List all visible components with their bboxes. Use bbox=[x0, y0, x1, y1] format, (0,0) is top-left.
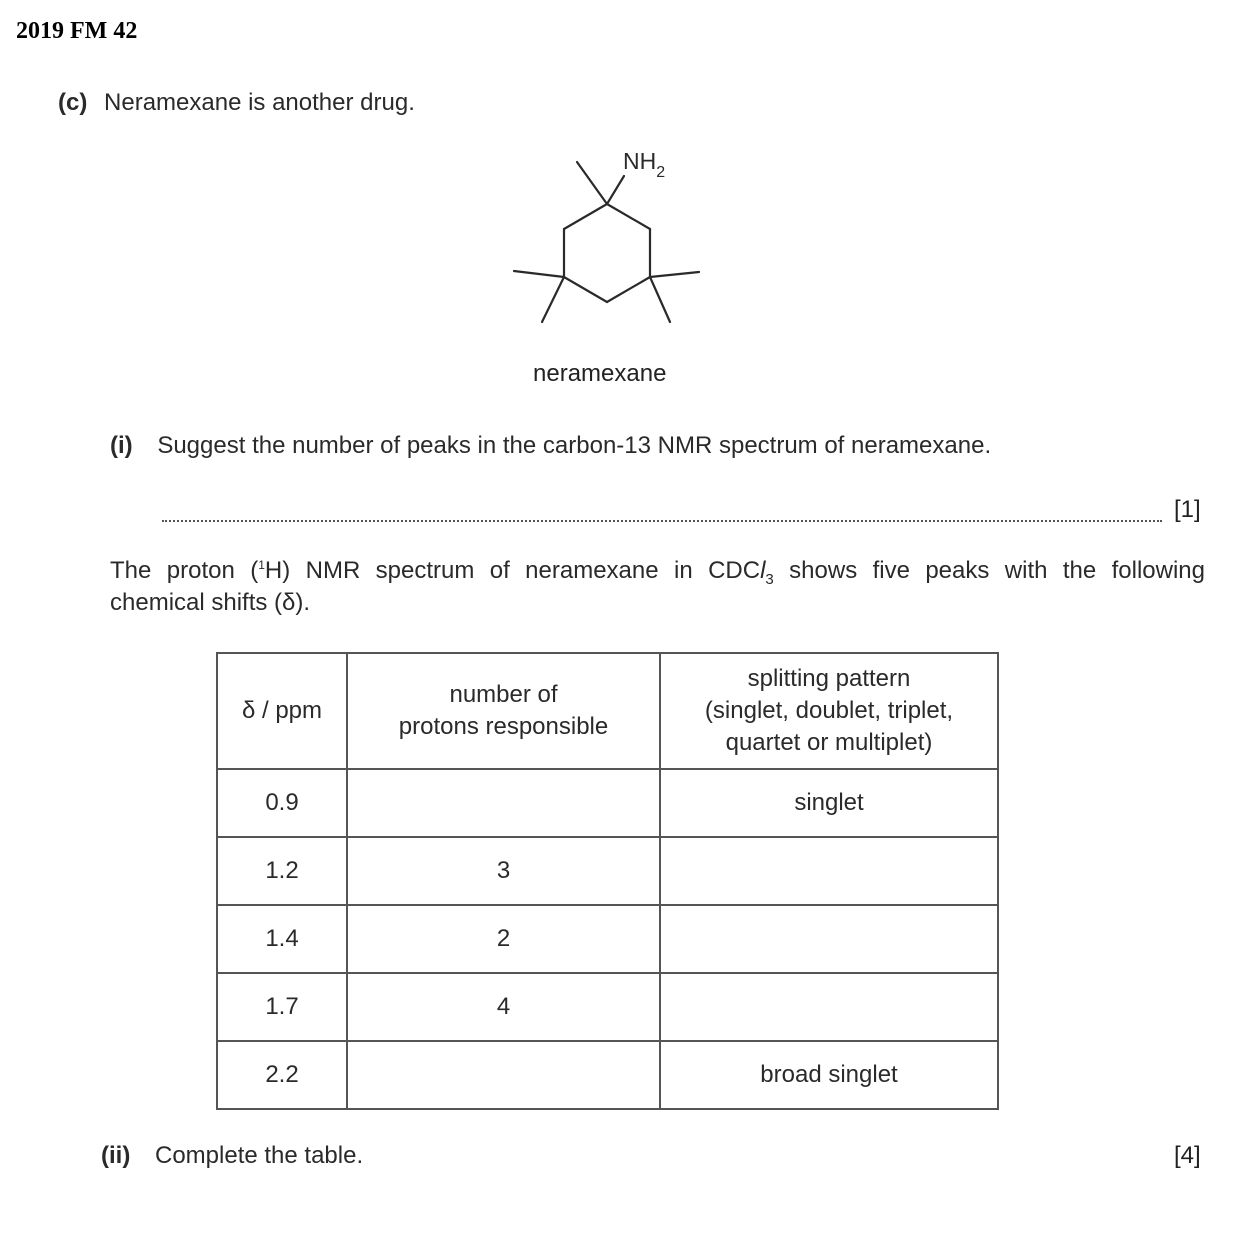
amine-label: $NH_2$ bbox=[623, 148, 666, 181]
part-c-text: Neramexane is another drug. bbox=[104, 89, 415, 116]
cell-splitting: broad singlet bbox=[660, 1041, 998, 1109]
table-row bbox=[217, 837, 998, 905]
ring-bond bbox=[564, 204, 607, 229]
table-row bbox=[217, 769, 998, 837]
header-splitting: splitting pattern (singlet, doublet, triplet, quartet or multiplet) bbox=[660, 653, 998, 769]
cell-shift: 1.2 bbox=[217, 837, 347, 905]
cell-splitting[interactable] bbox=[660, 837, 998, 905]
methyl-bond bbox=[577, 162, 607, 204]
part-i-marks: [1] bbox=[1174, 496, 1201, 523]
cell-splitting[interactable] bbox=[660, 905, 998, 973]
cell-protons[interactable] bbox=[347, 769, 660, 837]
part-c-label: (c) bbox=[58, 89, 88, 116]
part-i-label: (i) bbox=[110, 432, 133, 459]
table-row bbox=[217, 1041, 998, 1109]
intro-line-1: The proton ($^1$H) NMR spectrum of neramexane in CDCl$_3$ shows five peaks with the following bbox=[110, 557, 1206, 588]
page-header: 2019 FM 42 bbox=[16, 18, 138, 44]
part-i bbox=[110, 432, 991, 460]
part-i-text: Suggest the number of peaks in the carbon-13 NMR spectrum of neramexane. bbox=[157, 432, 992, 459]
molecule-caption: neramexane bbox=[533, 360, 667, 387]
ring-bond bbox=[607, 277, 650, 302]
ring-bond bbox=[607, 204, 650, 229]
cell-shift: 1.4 bbox=[217, 905, 347, 973]
methyl-bond bbox=[542, 277, 564, 322]
part-ii bbox=[101, 1142, 363, 1170]
ring-bond bbox=[564, 277, 607, 302]
cell-protons[interactable] bbox=[347, 1041, 660, 1109]
answer-line[interactable] bbox=[162, 500, 1162, 522]
header-protons: number of protons responsible bbox=[347, 653, 660, 769]
cell-protons: 3 bbox=[347, 837, 660, 905]
part-ii-marks: [4] bbox=[1174, 1142, 1201, 1169]
neramexane-structure bbox=[500, 140, 720, 340]
cell-shift: 2.2 bbox=[217, 1041, 347, 1109]
cell-shift: 1.7 bbox=[217, 973, 347, 1041]
part-c bbox=[58, 89, 415, 117]
methyl-bond bbox=[650, 277, 670, 322]
methyl-bond bbox=[650, 272, 699, 277]
header-shift: δ / ppm bbox=[217, 653, 347, 769]
cell-splitting: singlet bbox=[660, 769, 998, 837]
cell-protons: 2 bbox=[347, 905, 660, 973]
table-row bbox=[217, 905, 998, 973]
cell-protons: 4 bbox=[347, 973, 660, 1041]
nmr-table bbox=[216, 652, 999, 1110]
table-row bbox=[217, 973, 998, 1041]
amine-bond bbox=[607, 176, 624, 204]
cell-splitting[interactable] bbox=[660, 973, 998, 1041]
methyl-bond bbox=[514, 271, 564, 277]
part-ii-text: Complete the table. bbox=[155, 1142, 364, 1169]
intro-line-2: chemical shifts (δ). bbox=[110, 589, 311, 616]
part-ii-label: (ii) bbox=[101, 1142, 131, 1169]
cell-shift: 0.9 bbox=[217, 769, 347, 837]
table-header-row bbox=[217, 653, 998, 769]
